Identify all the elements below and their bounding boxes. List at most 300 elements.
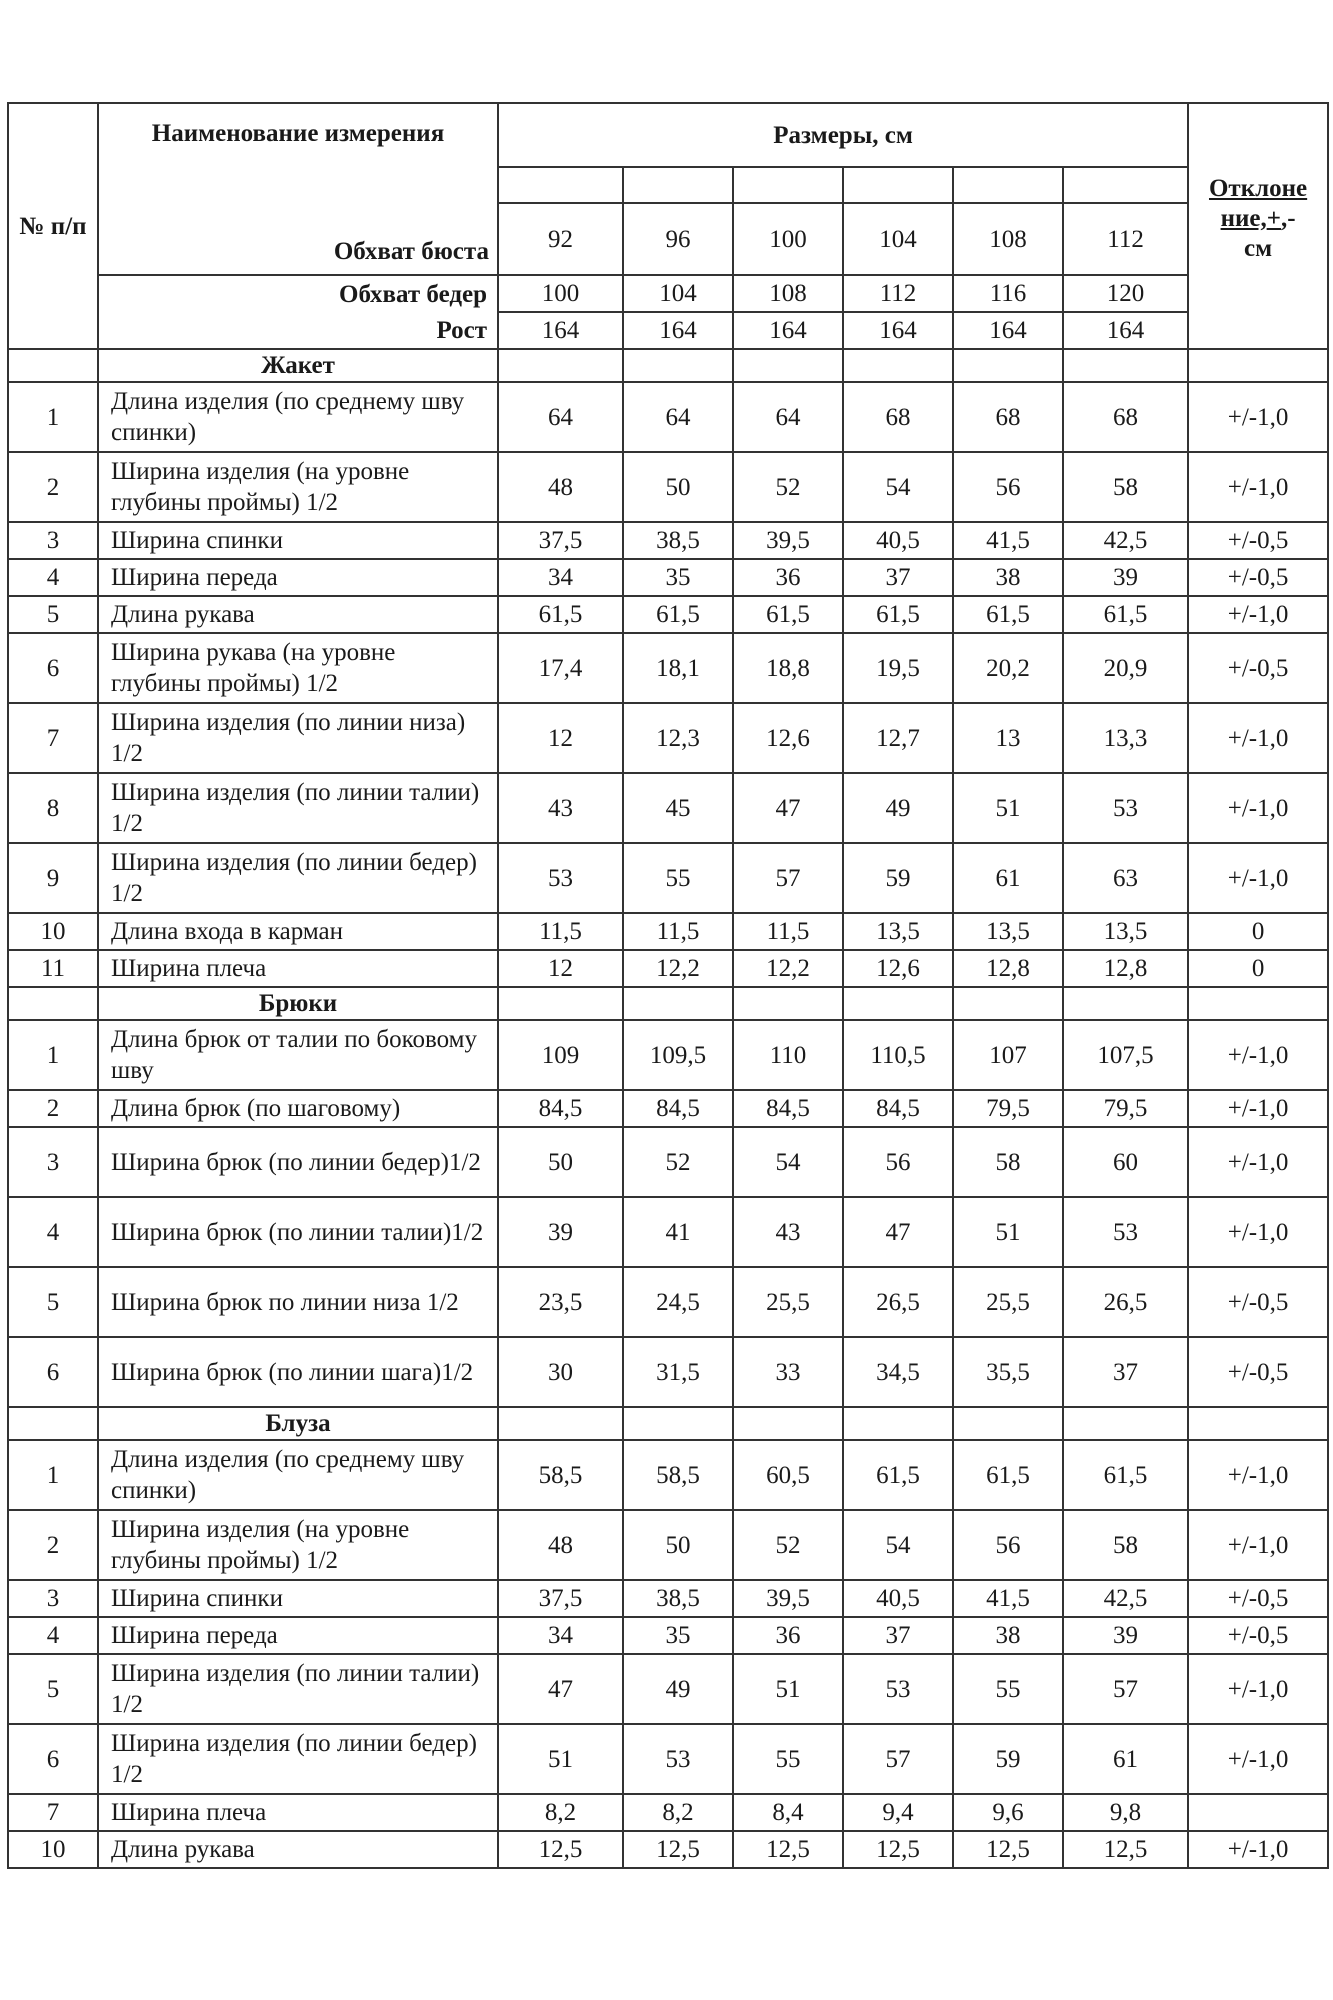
blank-cell xyxy=(498,1407,623,1440)
blank-cell xyxy=(953,167,1063,203)
height-label: Рост xyxy=(98,312,498,349)
size-value: 12,5 xyxy=(733,1831,843,1868)
height-size: 164 xyxy=(953,312,1063,349)
size-value: 35 xyxy=(623,1617,733,1654)
size-value: 33 xyxy=(733,1337,843,1407)
measurement-name: Ширина изделия (на уровне глубины проймы) 1/2 xyxy=(98,452,498,522)
measurement-name: Ширина спинки xyxy=(98,522,498,559)
hips-size: 100 xyxy=(498,275,623,312)
table-row xyxy=(8,773,1328,843)
row-number: 10 xyxy=(8,1831,98,1868)
size-value: 61 xyxy=(953,843,1063,913)
size-value: 12,5 xyxy=(843,1831,953,1868)
row-number: 3 xyxy=(8,1580,98,1617)
size-value: 39,5 xyxy=(733,1580,843,1617)
height-size: 164 xyxy=(498,312,623,349)
size-value: 23,5 xyxy=(498,1267,623,1337)
size-value: 39,5 xyxy=(733,522,843,559)
deviation-value: +/-1,0 xyxy=(1188,1724,1328,1794)
size-value: 61,5 xyxy=(953,596,1063,633)
table-row xyxy=(8,382,1328,452)
size-value: 38 xyxy=(953,1617,1063,1654)
deviation-value: +/-1,0 xyxy=(1188,1510,1328,1580)
measurement-name: Ширина изделия (по линии бедер) 1/2 xyxy=(98,1724,498,1794)
size-value: 64 xyxy=(498,382,623,452)
measurement-name: Ширина рукава (на уровне глубины проймы) 1/2 xyxy=(98,633,498,703)
height-size: 164 xyxy=(843,312,953,349)
deviation-value: +/-1,0 xyxy=(1188,1020,1328,1090)
size-value: 109 xyxy=(498,1020,623,1090)
size-value: 39 xyxy=(498,1197,623,1267)
size-value: 42,5 xyxy=(1063,522,1188,559)
size-value: 37,5 xyxy=(498,522,623,559)
size-value: 59 xyxy=(843,843,953,913)
size-value: 50 xyxy=(498,1127,623,1197)
deviation-value: +/-1,0 xyxy=(1188,843,1328,913)
size-value: 84,5 xyxy=(843,1090,953,1127)
row-number: 3 xyxy=(8,1127,98,1197)
deviation-value: +/-0,5 xyxy=(1188,559,1328,596)
table-row xyxy=(8,1794,1328,1831)
row-number: 10 xyxy=(8,913,98,950)
deviation-value: +/-1,0 xyxy=(1188,1831,1328,1868)
deviation-value: 0 xyxy=(1188,913,1328,950)
size-value: 68 xyxy=(843,382,953,452)
size-value: 9,6 xyxy=(953,1794,1063,1831)
table-row xyxy=(8,1654,1328,1724)
size-value: 12 xyxy=(498,703,623,773)
table-row xyxy=(8,1510,1328,1580)
hips-size: 108 xyxy=(733,275,843,312)
size-value: 26,5 xyxy=(843,1267,953,1337)
size-value: 55 xyxy=(953,1654,1063,1724)
blank-cell xyxy=(8,1407,98,1440)
section-title: Брюки xyxy=(98,987,498,1020)
row-number: 4 xyxy=(8,1617,98,1654)
blank-cell xyxy=(1188,987,1328,1020)
row-number: 2 xyxy=(8,1510,98,1580)
row-number: 2 xyxy=(8,1090,98,1127)
size-value: 110 xyxy=(733,1020,843,1090)
blank-cell xyxy=(953,987,1063,1020)
table-row xyxy=(8,633,1328,703)
size-value: 63 xyxy=(1063,843,1188,913)
row-number: 4 xyxy=(8,559,98,596)
row-number: 2 xyxy=(8,452,98,522)
size-value: 38 xyxy=(953,559,1063,596)
measurement-name: Ширина плеча xyxy=(98,950,498,987)
size-value: 55 xyxy=(733,1724,843,1794)
blank-cell xyxy=(498,987,623,1020)
table-row xyxy=(8,703,1328,773)
measurement-name: Длина брюк от талии по боковому шву xyxy=(98,1020,498,1090)
row-number: 5 xyxy=(8,1654,98,1724)
measurement-name: Ширина брюк (по линии талии)1/2 xyxy=(98,1197,498,1267)
bust-size: 96 xyxy=(623,203,733,275)
size-value: 20,2 xyxy=(953,633,1063,703)
deviation-value: +/-0,5 xyxy=(1188,1617,1328,1654)
size-value: 12,8 xyxy=(1063,950,1188,987)
table-row xyxy=(8,913,1328,950)
deviation-value: +/-0,5 xyxy=(1188,1337,1328,1407)
size-value: 79,5 xyxy=(953,1090,1063,1127)
row-number: 5 xyxy=(8,1267,98,1337)
size-value: 19,5 xyxy=(843,633,953,703)
bust-size: 92 xyxy=(498,203,623,275)
size-value: 41,5 xyxy=(953,1580,1063,1617)
hips-size: 116 xyxy=(953,275,1063,312)
size-value: 13 xyxy=(953,703,1063,773)
blank-cell xyxy=(1063,349,1188,382)
measurement-name: Длина рукава xyxy=(98,1831,498,1868)
deviation-value: +/-0,5 xyxy=(1188,1267,1328,1337)
size-value: 47 xyxy=(733,773,843,843)
size-value: 40,5 xyxy=(843,522,953,559)
blank-cell xyxy=(843,167,953,203)
size-value: 8,2 xyxy=(498,1794,623,1831)
size-value: 52 xyxy=(623,1127,733,1197)
measurement-name: Длина изделия (по среднему шву спинки) xyxy=(98,1440,498,1510)
header-deviation-part-b: ние, xyxy=(1220,205,1267,232)
deviation-value: +/-1,0 xyxy=(1188,703,1328,773)
hips-row xyxy=(8,275,1328,312)
size-value: 12,6 xyxy=(733,703,843,773)
size-value: 18,8 xyxy=(733,633,843,703)
size-value: 53 xyxy=(623,1724,733,1794)
size-value: 56 xyxy=(843,1127,953,1197)
size-value: 12,7 xyxy=(843,703,953,773)
size-value: 51 xyxy=(953,773,1063,843)
size-value: 17,4 xyxy=(498,633,623,703)
size-value: 8,4 xyxy=(733,1794,843,1831)
size-value: 9,8 xyxy=(1063,1794,1188,1831)
height-size: 164 xyxy=(623,312,733,349)
blank-cell xyxy=(498,167,623,203)
size-value: 57 xyxy=(1063,1654,1188,1724)
size-value: 58,5 xyxy=(623,1440,733,1510)
size-value: 57 xyxy=(733,843,843,913)
blank-cell xyxy=(1063,987,1188,1020)
table-row xyxy=(8,1267,1328,1337)
deviation-value: +/-0,5 xyxy=(1188,633,1328,703)
height-size: 164 xyxy=(733,312,843,349)
table-row xyxy=(8,1127,1328,1197)
measurement-name: Длина рукава xyxy=(98,596,498,633)
table-row xyxy=(8,1440,1328,1510)
size-value: 68 xyxy=(953,382,1063,452)
hips-size: 120 xyxy=(1063,275,1188,312)
row-number: 1 xyxy=(8,1020,98,1090)
size-value: 12,5 xyxy=(1063,1831,1188,1868)
size-value: 39 xyxy=(1063,1617,1188,1654)
blank-cell xyxy=(8,349,98,382)
size-value: 45 xyxy=(623,773,733,843)
size-value: 51 xyxy=(733,1654,843,1724)
deviation-value: +/-1,0 xyxy=(1188,1440,1328,1510)
bust-size: 104 xyxy=(843,203,953,275)
deviation-value: 0 xyxy=(1188,950,1328,987)
measurement-name: Ширина переда xyxy=(98,1617,498,1654)
size-value: 34 xyxy=(498,1617,623,1654)
header-deviation-part-c: + xyxy=(1266,205,1281,232)
hips-size: 104 xyxy=(623,275,733,312)
size-value: 12 xyxy=(498,950,623,987)
size-value: 36 xyxy=(733,559,843,596)
table-row xyxy=(8,559,1328,596)
size-value: 61,5 xyxy=(953,1440,1063,1510)
size-value: 40,5 xyxy=(843,1580,953,1617)
size-value: 52 xyxy=(733,1510,843,1580)
blank-cell xyxy=(1063,1407,1188,1440)
size-value: 11,5 xyxy=(623,913,733,950)
blank-cell xyxy=(498,349,623,382)
row-number: 9 xyxy=(8,843,98,913)
row-number: 7 xyxy=(8,703,98,773)
table-row xyxy=(8,1724,1328,1794)
size-value: 61,5 xyxy=(843,596,953,633)
measurement-name: Ширина изделия (по линии низа) 1/2 xyxy=(98,703,498,773)
blank-cell xyxy=(733,1407,843,1440)
size-value: 54 xyxy=(843,1510,953,1580)
header-deviation-part-e: см xyxy=(1244,235,1273,262)
size-value: 37 xyxy=(843,559,953,596)
size-value: 36 xyxy=(733,1617,843,1654)
size-value: 11,5 xyxy=(498,913,623,950)
size-value: 84,5 xyxy=(498,1090,623,1127)
bust-label: Обхват бюста xyxy=(333,238,489,265)
measurement-table-sheet xyxy=(7,102,1329,1869)
size-value: 12,8 xyxy=(953,950,1063,987)
blank-cell xyxy=(953,1407,1063,1440)
deviation-value: +/-1,0 xyxy=(1188,596,1328,633)
row-number: 3 xyxy=(8,522,98,559)
blank-cell xyxy=(1188,349,1328,382)
size-value: 53 xyxy=(1063,773,1188,843)
blank-cell xyxy=(623,167,733,203)
row-number: 8 xyxy=(8,773,98,843)
blank-cell xyxy=(1063,167,1188,203)
measurement-name: Ширина спинки xyxy=(98,1580,498,1617)
row-number: 4 xyxy=(8,1197,98,1267)
table-row xyxy=(8,950,1328,987)
size-value: 61,5 xyxy=(733,596,843,633)
measurement-name: Ширина брюк (по линии бедер)1/2 xyxy=(98,1127,498,1197)
size-value: 52 xyxy=(733,452,843,522)
measurement-name: Ширина брюк (по линии шага)1/2 xyxy=(98,1337,498,1407)
size-value: 43 xyxy=(733,1197,843,1267)
size-value: 24,5 xyxy=(623,1267,733,1337)
deviation-value: +/-1,0 xyxy=(1188,1197,1328,1267)
table-row xyxy=(8,522,1328,559)
deviation-value: +/-0,5 xyxy=(1188,1580,1328,1617)
deviation-value: +/-1,0 xyxy=(1188,1127,1328,1197)
size-value: 61,5 xyxy=(623,596,733,633)
deviation-value: +/-1,0 xyxy=(1188,452,1328,522)
size-value: 49 xyxy=(623,1654,733,1724)
size-value: 26,5 xyxy=(1063,1267,1188,1337)
size-value: 47 xyxy=(843,1197,953,1267)
size-value: 48 xyxy=(498,452,623,522)
size-value: 42,5 xyxy=(1063,1580,1188,1617)
size-value: 58 xyxy=(1063,452,1188,522)
blank-cell xyxy=(953,349,1063,382)
measurement-name: Ширина брюк по линии низа 1/2 xyxy=(98,1267,498,1337)
table-row xyxy=(8,1197,1328,1267)
section-row xyxy=(8,987,1328,1020)
size-value: 53 xyxy=(498,843,623,913)
header-sizes: Размеры, см xyxy=(498,103,1188,167)
row-number: 6 xyxy=(8,633,98,703)
size-value: 50 xyxy=(623,452,733,522)
size-value: 55 xyxy=(623,843,733,913)
size-value: 58,5 xyxy=(498,1440,623,1510)
size-value: 51 xyxy=(498,1724,623,1794)
size-value: 68 xyxy=(1063,382,1188,452)
size-value: 12,5 xyxy=(498,1831,623,1868)
size-value: 41,5 xyxy=(953,522,1063,559)
section-title: Блуза xyxy=(98,1407,498,1440)
measurement-name: Ширина изделия (по линии талии) 1/2 xyxy=(98,773,498,843)
size-value: 109,5 xyxy=(623,1020,733,1090)
size-value: 64 xyxy=(623,382,733,452)
size-value: 12,2 xyxy=(623,950,733,987)
size-value: 110,5 xyxy=(843,1020,953,1090)
size-value: 56 xyxy=(953,452,1063,522)
row-number: 5 xyxy=(8,596,98,633)
size-value: 107 xyxy=(953,1020,1063,1090)
size-value: 31,5 xyxy=(623,1337,733,1407)
bust-size: 100 xyxy=(733,203,843,275)
height-size: 164 xyxy=(1063,312,1188,349)
size-value: 51 xyxy=(953,1197,1063,1267)
size-value: 60 xyxy=(1063,1127,1188,1197)
measurement-table xyxy=(7,102,1329,1869)
size-value: 84,5 xyxy=(733,1090,843,1127)
blank-cell xyxy=(843,1407,953,1440)
header-deviation xyxy=(1188,103,1328,349)
size-value: 38,5 xyxy=(623,1580,733,1617)
size-value: 60,5 xyxy=(733,1440,843,1510)
size-value: 84,5 xyxy=(623,1090,733,1127)
size-value: 43 xyxy=(498,773,623,843)
table-row xyxy=(8,1580,1328,1617)
blank-cell xyxy=(623,1407,733,1440)
bust-size: 108 xyxy=(953,203,1063,275)
blank-cell xyxy=(623,349,733,382)
deviation-value: +/-0,5 xyxy=(1188,522,1328,559)
size-value: 61 xyxy=(1063,1724,1188,1794)
size-value: 64 xyxy=(733,382,843,452)
deviation-value xyxy=(1188,1794,1328,1831)
size-value: 61,5 xyxy=(1063,596,1188,633)
size-value: 79,5 xyxy=(1063,1090,1188,1127)
header-deviation-part-d: ,- xyxy=(1280,205,1296,232)
section-row xyxy=(8,1407,1328,1440)
row-number: 6 xyxy=(8,1724,98,1794)
row-number: 6 xyxy=(8,1337,98,1407)
size-value: 25,5 xyxy=(953,1267,1063,1337)
size-value: 13,5 xyxy=(1063,913,1188,950)
deviation-value: +/-1,0 xyxy=(1188,1654,1328,1724)
size-value: 49 xyxy=(843,773,953,843)
blank-cell xyxy=(843,987,953,1020)
size-value: 48 xyxy=(498,1510,623,1580)
size-value: 61,5 xyxy=(1063,1440,1188,1510)
blank-cell xyxy=(623,987,733,1020)
size-value: 54 xyxy=(843,452,953,522)
size-value: 61,5 xyxy=(498,596,623,633)
size-value: 25,5 xyxy=(733,1267,843,1337)
row-number: 11 xyxy=(8,950,98,987)
table-row xyxy=(8,1337,1328,1407)
size-value: 12,6 xyxy=(843,950,953,987)
measurement-name: Ширина изделия (по линии бедер) 1/2 xyxy=(98,843,498,913)
table-row xyxy=(8,843,1328,913)
size-value: 13,5 xyxy=(953,913,1063,950)
table-row xyxy=(8,1617,1328,1654)
header-name: Наименование измерения xyxy=(98,103,498,275)
measurement-name: Ширина плеча xyxy=(98,1794,498,1831)
measurement-name: Длина изделия (по среднему шву спинки) xyxy=(98,382,498,452)
bust-size: 112 xyxy=(1063,203,1188,275)
size-value: 54 xyxy=(733,1127,843,1197)
size-value: 53 xyxy=(1063,1197,1188,1267)
measurement-name: Длина входа в карман xyxy=(98,913,498,950)
size-value: 12,5 xyxy=(953,1831,1063,1868)
measurement-name: Ширина изделия (по линии талии) 1/2 xyxy=(98,1654,498,1724)
size-value: 11,5 xyxy=(733,913,843,950)
measurement-name: Длина брюк (по шаговому) xyxy=(98,1090,498,1127)
size-value: 35 xyxy=(623,559,733,596)
size-value: 20,9 xyxy=(1063,633,1188,703)
size-value: 37,5 xyxy=(498,1580,623,1617)
size-value: 34,5 xyxy=(843,1337,953,1407)
size-value: 58 xyxy=(1063,1510,1188,1580)
size-value: 12,5 xyxy=(623,1831,733,1868)
size-value: 57 xyxy=(843,1724,953,1794)
hips-size: 112 xyxy=(843,275,953,312)
table-row xyxy=(8,452,1328,522)
row-number: 1 xyxy=(8,382,98,452)
size-value: 9,4 xyxy=(843,1794,953,1831)
size-value: 30 xyxy=(498,1337,623,1407)
size-value: 61,5 xyxy=(843,1440,953,1510)
blank-cell xyxy=(1188,1407,1328,1440)
section-row xyxy=(8,349,1328,382)
header-deviation-part-a: Отклоне xyxy=(1208,175,1308,202)
blank-cell xyxy=(843,349,953,382)
size-value: 37 xyxy=(843,1617,953,1654)
size-value: 12,2 xyxy=(733,950,843,987)
row-number: 7 xyxy=(8,1794,98,1831)
size-value: 13,3 xyxy=(1063,703,1188,773)
measurement-name: Ширина переда xyxy=(98,559,498,596)
table-row xyxy=(8,1831,1328,1868)
blank-cell xyxy=(733,987,843,1020)
blank-cell xyxy=(733,349,843,382)
size-value: 58 xyxy=(953,1127,1063,1197)
deviation-value: +/-1,0 xyxy=(1188,382,1328,452)
size-value: 47 xyxy=(498,1654,623,1724)
measurement-name: Ширина изделия (на уровне глубины проймы) 1/2 xyxy=(98,1510,498,1580)
deviation-value: +/-1,0 xyxy=(1188,773,1328,843)
table-row xyxy=(8,596,1328,633)
size-value: 56 xyxy=(953,1510,1063,1580)
blank-cell xyxy=(8,987,98,1020)
size-value: 53 xyxy=(843,1654,953,1724)
size-value: 107,5 xyxy=(1063,1020,1188,1090)
size-value: 8,2 xyxy=(623,1794,733,1831)
